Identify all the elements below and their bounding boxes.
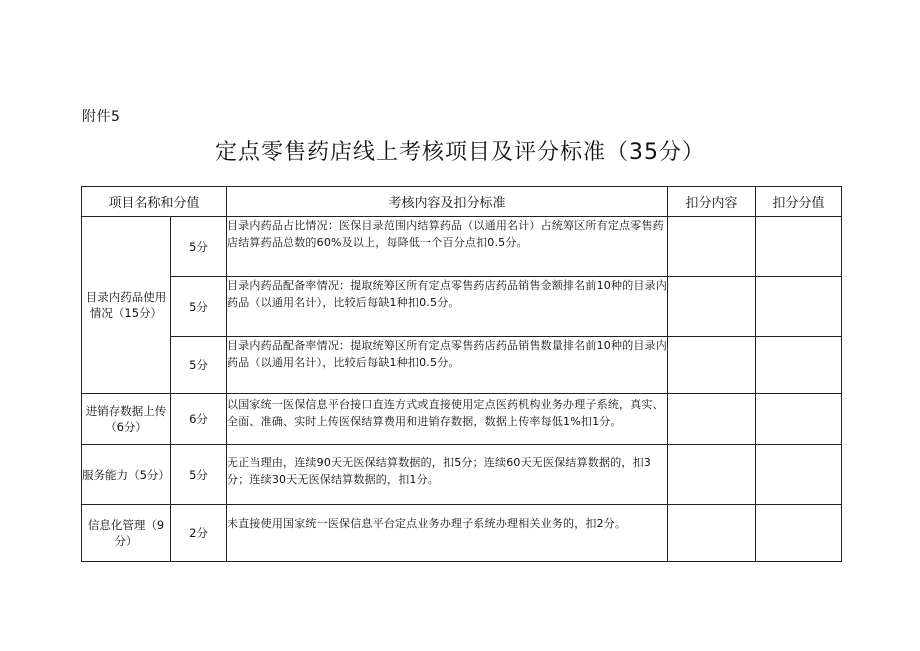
category-cell: 信息化管理（9分）	[82, 505, 171, 562]
header-deduct-content: 扣分内容	[668, 187, 756, 217]
deduct-score-cell	[756, 217, 842, 277]
deduct-score-cell	[756, 394, 842, 445]
score-cell: 5分	[171, 337, 227, 394]
category-cell: 服务能力（5分）	[82, 445, 171, 505]
deduct-score-cell	[756, 337, 842, 394]
deduct-content-cell	[668, 277, 756, 337]
content-cell: 目录内药品配备率情况：提取统筹区所有定点零售药店药品销售数量排名前10种的目录内药品（以通用名计），比较后每缺1种扣0.5分。	[227, 337, 668, 394]
score-cell: 5分	[171, 277, 227, 337]
table-row	[82, 337, 842, 394]
category-cell: 目录内药品使用情况（15分）	[82, 217, 171, 394]
deduct-content-cell	[668, 217, 756, 277]
score-cell: 6分	[171, 394, 227, 445]
table-row	[82, 445, 842, 505]
table-row	[82, 217, 842, 277]
content-cell: 无正当理由，连续90天无医保结算数据的，扣5分；连续60天无医保结算数据的，扣3分；连续30天无医保结算数据的，扣1分。	[227, 445, 668, 505]
score-cell: 5分	[171, 217, 227, 277]
content-cell: 目录内药品配备率情况：提取统筹区所有定点零售药店药品销售金额排名前10种的目录内药品（以通用名计），比较后每缺1种扣0.5分。	[227, 277, 668, 337]
deduct-content-cell	[668, 505, 756, 562]
content-cell: 未直接使用国家统一医保信息平台定点业务办理子系统办理相关业务的，扣2分。	[227, 505, 668, 562]
attachment-label: 附件5	[82, 109, 121, 125]
table-row	[82, 394, 842, 445]
header-item: 项目名称和分值	[82, 187, 227, 217]
content-cell: 以国家统一医保信息平台接口直连方式或直接使用定点医药机构业务办理子系统，真实、全面、准确、实时上传医保结算费用和进销存数据，数据上传率每低1%扣1分。	[227, 394, 668, 445]
deduct-score-cell	[756, 277, 842, 337]
score-cell: 5分	[171, 445, 227, 505]
category-cell: 进销存数据上传（6分）	[82, 394, 171, 445]
header-deduct-score: 扣分分值	[756, 187, 842, 217]
content-cell: 目录内药品占比情况：医保目录范围内结算药品（以通用名计）占统筹区所有定点零售药店结算药品总数的60%及以上，每降低一个百分点扣0.5分。	[227, 217, 668, 277]
scoring-table	[81, 186, 842, 562]
deduct-score-cell	[756, 445, 842, 505]
deduct-content-cell	[668, 337, 756, 394]
deduct-score-cell	[756, 505, 842, 562]
deduct-content-cell	[668, 394, 756, 445]
header-content: 考核内容及扣分标准	[227, 187, 668, 217]
score-cell: 2分	[171, 505, 227, 562]
deduct-content-cell	[668, 445, 756, 505]
table-row	[82, 277, 842, 337]
table-row	[82, 505, 842, 562]
table-header-row	[82, 187, 842, 217]
page-title: 定点零售药店线上考核项目及评分标准（35分）	[215, 140, 705, 165]
